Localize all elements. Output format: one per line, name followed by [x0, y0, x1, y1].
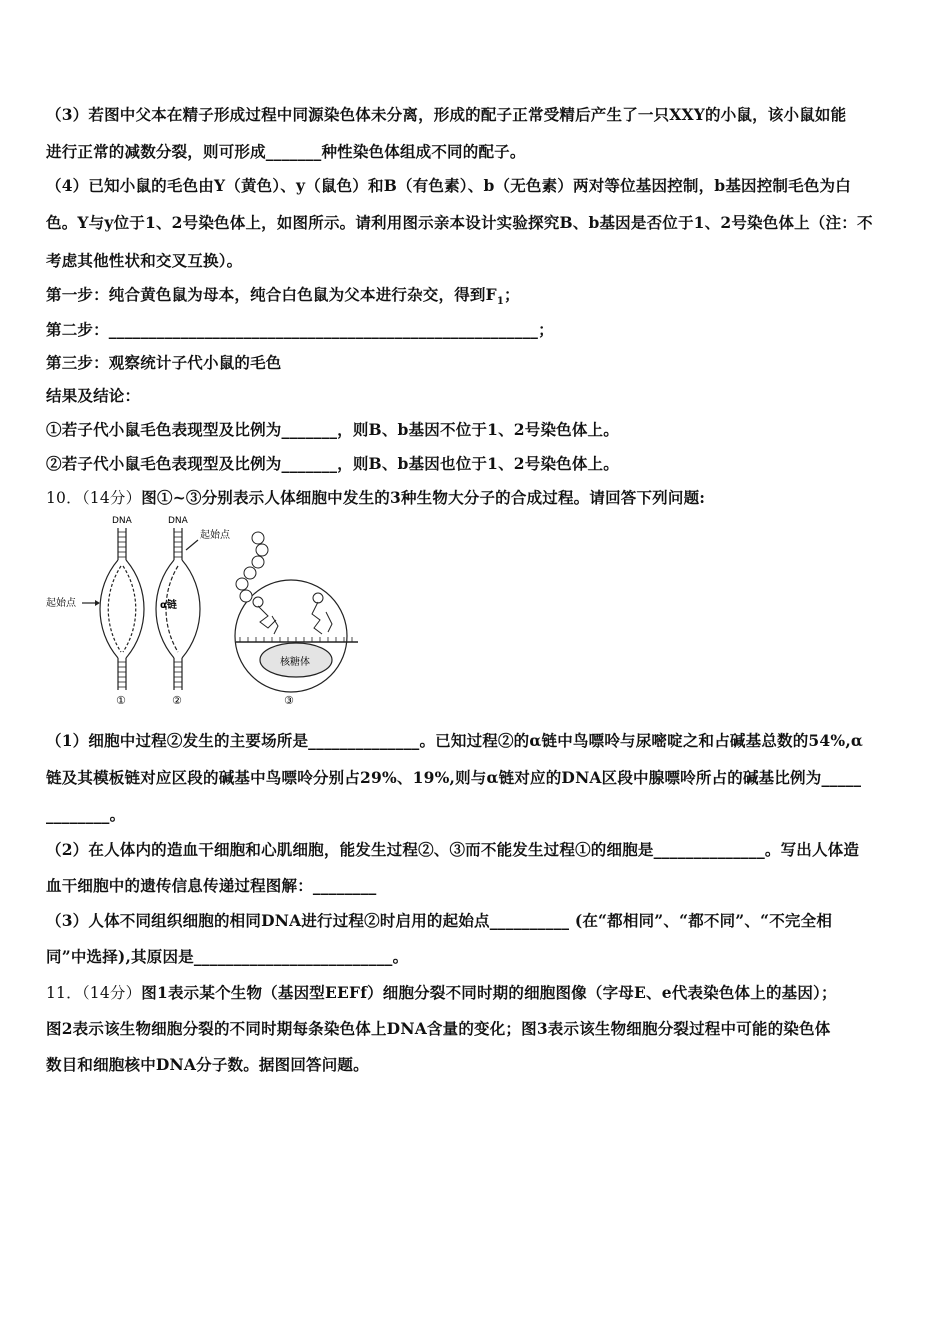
- q10-part3-line2: 同”中选择),其原因是_________________________。: [46, 947, 409, 966]
- q9-part3-line1: （3）若图中父本在精子形成过程中同源染色体未分离，形成的配子正常受精后产生了一只XXY的小鼠，该小鼠如能: [46, 105, 847, 124]
- q9-result-1: ①若子代小鼠毛色表现型及比例为_______，则B、b基因不位于1、2号染色体上。: [46, 420, 619, 439]
- figure-start-point-left: 起始点: [46, 598, 76, 609]
- q10-part3-line1: （3）人体不同组织细胞的相同DNA进行过程②时启用的起始点__________ (在“都相同”、“都不同”、“不完全相: [46, 911, 833, 930]
- q10-part1-line3: ________。: [46, 805, 126, 824]
- q11-stem-part1: 图1表示某个生物（基因型EEFf）细胞分裂不同时期的细胞图像（字母E、e代表染色体上的基因）；: [141, 983, 837, 1002]
- q10-part1-line2: 链及其模板链对应区段的碱基中鸟嘌呤分别占29%、19%,则与α链对应的DNA区段中腺嘌呤所占的碱基比例为_____: [46, 768, 862, 787]
- q10-figure: [46, 508, 406, 704]
- figure-2-transcription: [156, 516, 231, 704]
- q9-result-title: 结果及结论：: [46, 386, 141, 405]
- q11-stem-line1: [46, 981, 837, 1003]
- figure-3-translation: [235, 532, 358, 704]
- figure-dna-label-2: DNA: [168, 516, 188, 526]
- q10-part2-line2: 血干细胞中的遗传信息传递过程图解：________: [46, 876, 377, 895]
- q9-part3-line2: 进行正常的减数分裂，则可形成_______种性染色体组成不同的配子。: [46, 142, 526, 161]
- figure-start-point-top: 起始点: [200, 530, 230, 541]
- q10-part1-line1: （1）细胞中过程②发生的主要场所是______________。已知过程②的α链中鸟嘌呤与尿嘧啶之和占碱基总数的54%,α: [46, 731, 864, 750]
- figure-dna-label-1: DNA: [112, 516, 132, 526]
- q9-step2: 第二步：______________________________________________________；: [46, 320, 554, 339]
- q11-number: 11．（14分）: [46, 984, 142, 1002]
- figure-number-1: ①: [116, 694, 126, 704]
- q10-stem-line: [46, 486, 705, 508]
- q10-stem: 图①~③分别表示人体细胞中发生的3种生物大分子的合成过程。请回答下列问题:: [141, 488, 706, 507]
- q11-stem-line2: 图2表示该生物细胞分裂的不同时期每条染色体上DNA含量的变化；图3表示该生物细胞分裂过程中可能的染色体: [46, 1019, 831, 1038]
- q9-part4-line3: 考虑其他性状和交叉互换）。: [46, 251, 243, 270]
- q10-number: 10．（14分）: [46, 489, 142, 507]
- q9-step1-text: 第一步：纯合黄色鼠为母本，纯合白色鼠为父本进行杂交，得到F: [46, 285, 497, 304]
- q9-step1-end: ；: [503, 285, 520, 304]
- figure-ribosome-label: 核糖体: [280, 657, 310, 668]
- q9-result-2: ②若子代小鼠毛色表现型及比例为_______，则B、b基因也位于1、2号染色体上。: [46, 454, 619, 473]
- q9-step1: [46, 283, 520, 307]
- figure-number-2: ②: [172, 694, 182, 704]
- figure-alpha-chain: α链: [160, 600, 177, 611]
- q11-stem-line3: 数目和细胞核中DNA分子数。据图回答问题。: [46, 1055, 369, 1074]
- figure-1-replication: [46, 516, 144, 704]
- q9-step1-subscript: 1: [496, 296, 504, 308]
- q9-step3: 第三步：观察统计子代小鼠的毛色: [46, 353, 282, 372]
- q9-part4-line1: （4）已知小鼠的毛色由Y（黄色）、y（鼠色）和B（有色素）、b（无色素）两对等位基因控制，b基因控制毛色为白: [46, 176, 851, 195]
- q10-part2-line1: （2）在人体内的造血干细胞和心肌细胞，能发生过程②、③而不能发生过程①的细胞是______________。写出人体造: [46, 840, 860, 859]
- q9-part4-line2: 色。Y与y位于1、2号染色体上，如图所示。请利用图示亲本设计实验探究B、b基因是否位于1、2号染色体上（注：不: [46, 213, 873, 232]
- figure-number-3: ③: [284, 694, 294, 704]
